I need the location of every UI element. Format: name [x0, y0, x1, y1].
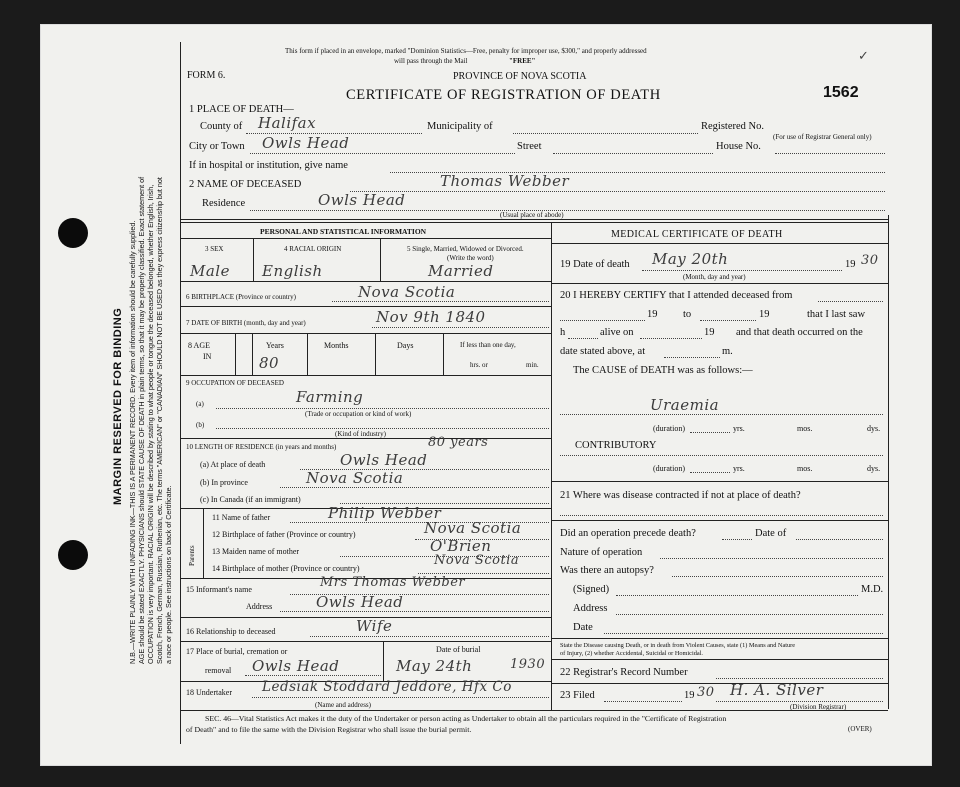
- racial-origin-label: 4 RACIAL ORIGIN: [284, 245, 342, 253]
- removal-label: removal: [205, 666, 232, 675]
- sex-label: 3 SEX: [205, 245, 224, 253]
- rule: [722, 539, 752, 540]
- h-label: h: [560, 327, 566, 338]
- days-header: Days: [397, 341, 414, 350]
- certificate-title: CERTIFICATE OF REGISTRATION OF DEATH: [346, 87, 661, 103]
- relationship-value: Wife: [356, 617, 393, 635]
- street-line: [553, 153, 713, 154]
- yrs-label-1: yrs.: [733, 424, 745, 433]
- city-label: City or Town: [189, 141, 245, 152]
- rule: [560, 515, 883, 516]
- county-label: County of: [200, 121, 243, 132]
- rule: [443, 333, 444, 375]
- rule: [640, 338, 702, 339]
- rule: [180, 281, 551, 282]
- marital-value: Married: [428, 262, 494, 280]
- alive-year-prefix: 19: [704, 327, 715, 338]
- deceased-name-value: Thomas Webber: [440, 172, 570, 190]
- column-divider: [551, 222, 552, 710]
- form-left-border: [180, 42, 181, 744]
- city-line: [250, 153, 515, 154]
- age-years-value: 80: [259, 354, 280, 372]
- street-label: Street: [517, 141, 542, 152]
- postal-notice-2: will pass through the Mail: [394, 57, 468, 65]
- binding-hole-top: [58, 218, 88, 248]
- binding-hole-bottom: [58, 540, 88, 570]
- rule: [551, 659, 888, 660]
- date-of-death-label: 19 Date of death: [560, 259, 630, 270]
- informant-label: 15 Informant's name: [186, 585, 252, 594]
- residence-b-label: (b) In province: [200, 478, 248, 487]
- rule: [375, 333, 376, 375]
- rule: [245, 675, 381, 676]
- rule: [307, 333, 308, 375]
- months-header: Months: [324, 341, 349, 350]
- hospital-label: If in hospital or institution, give name: [189, 160, 348, 171]
- autopsy-label: Was there an autopsy?: [560, 565, 654, 576]
- rule: [660, 558, 883, 559]
- name-line: [350, 191, 885, 192]
- rule: [332, 301, 549, 302]
- duration-label-2: (duration): [653, 464, 685, 473]
- division-registrar-note: (Division Registrar): [790, 703, 847, 711]
- residence-line: [250, 210, 885, 211]
- province-label: PROVINCE OF NOVA SCOTIA: [453, 71, 587, 82]
- contributory-label: CONTRIBUTORY: [575, 440, 657, 451]
- birthplace-value: Nova Scotia: [358, 283, 456, 301]
- medical-heading: MEDICAL CERTIFICATE OF DEATH: [611, 229, 783, 240]
- postal-free: "FREE": [509, 57, 536, 65]
- name-of-deceased-label: 2 NAME OF DECEASED: [189, 179, 302, 190]
- racial-origin-value: English: [262, 262, 323, 280]
- father-name-label: 11 Name of father: [212, 513, 271, 522]
- rule: [560, 455, 883, 456]
- filed-label: 23 Filed: [560, 690, 595, 701]
- dys-label-1: dys.: [867, 424, 881, 433]
- last-saw-label: that I last saw: [807, 309, 866, 320]
- rule: [551, 283, 888, 284]
- occupation-value: Farming: [296, 388, 364, 406]
- min-label: min.: [526, 361, 539, 369]
- house-line: [775, 153, 885, 154]
- margin-note-3: OCCUPATION is very important. RACIAL ORIGIN will be described by stating to what people or tongue the deceased belonged, whether English, Irish,: [146, 184, 155, 664]
- mos-label-2: mos.: [797, 464, 813, 473]
- margin-note-1: N.B.—WRITE PLAINLY WITH UNFADING INK—THIS IS A PERMANENT RECORD. Every item of information should be carefully supplied.: [128, 220, 137, 664]
- rule: [716, 701, 883, 702]
- date-stated-label: date stated above, at: [560, 346, 646, 357]
- burial-place-value: Owls Head: [252, 657, 340, 675]
- section-divider: [180, 219, 888, 223]
- certificate-number: 1562: [823, 84, 859, 101]
- date-of-burial-value: May 24th: [396, 657, 473, 675]
- rule: [551, 520, 888, 521]
- date-of-birth-label: 7 DATE OF BIRTH (month, day and year): [186, 319, 306, 327]
- margin-reserved-label: MARGIN RESERVED FOR BINDING: [112, 307, 124, 505]
- undertaker-label: 18 Undertaker: [186, 688, 232, 697]
- less-than-day-label: If less than one day,: [460, 341, 516, 349]
- yrs-label-2: yrs.: [733, 464, 745, 473]
- rule: [551, 683, 888, 684]
- rule: [616, 595, 858, 596]
- mother-name-value: O'Brien: [430, 537, 492, 555]
- rule: [280, 611, 549, 612]
- to-year-prefix: 19: [759, 309, 770, 320]
- father-name-value: Philip Webber: [328, 504, 442, 522]
- municipality-label: Municipality of: [427, 121, 493, 132]
- rule: [616, 614, 883, 615]
- burial-year-value: 1930: [510, 657, 546, 672]
- record-number-label: 22 Registrar's Record Number: [560, 667, 688, 678]
- county-value: Halifax: [258, 114, 317, 132]
- father-birthplace-value: Nova Scotia: [424, 519, 522, 537]
- rule: [796, 539, 883, 540]
- check-mark-icon: ✓: [858, 48, 869, 63]
- rule: [551, 243, 888, 244]
- alive-on-label: alive on: [600, 327, 634, 338]
- rule: [216, 408, 549, 409]
- death-year-prefix: 19: [845, 259, 856, 270]
- rule: [180, 306, 551, 307]
- postal-notice-1: This form if placed in an envelope, marked "Dominion Statistics—Free, penalty for improper use, $300," and properly addressed: [285, 47, 647, 55]
- rule: [690, 472, 730, 473]
- rule: [551, 481, 888, 482]
- violent-causes-note-1: State the Disease causing Death, or in death from Violent Causes, state (1) Means and Nature: [560, 642, 796, 649]
- rule: [690, 432, 730, 433]
- mother-name-label: 13 Maiden name of mother: [212, 547, 300, 556]
- death-occurred-label: and that death occurred on the: [736, 327, 863, 338]
- division-registrar-value: H. A. Silver: [730, 681, 824, 699]
- rule: [280, 487, 549, 488]
- rule: [180, 438, 551, 439]
- undertaker-value: Ledsiak Stoddard Jeddore, Hfx Co: [262, 679, 512, 695]
- occupation-a-label: (a): [196, 400, 204, 408]
- dys-label-2: dys.: [867, 464, 881, 473]
- rule: [418, 573, 549, 574]
- signed-label: (Signed): [573, 584, 610, 595]
- contracted-label: 21 Where was disease contracted if not at place of death?: [560, 490, 801, 501]
- marital-note: (Write the word): [447, 254, 494, 262]
- occupation-b-label: (b): [196, 421, 205, 429]
- physician-address-label: Address: [573, 603, 608, 614]
- rule: [252, 697, 549, 698]
- birthplace-label: 6 BIRTHPLACE (Province or country): [186, 293, 297, 301]
- mother-birthplace-label: 14 Birthplace of mother (Province or country): [212, 564, 360, 573]
- rule: [252, 333, 253, 375]
- rule: [716, 678, 883, 679]
- form-number: FORM 6.: [187, 70, 226, 81]
- residence-a-label: (a) At place of death: [200, 460, 266, 469]
- residence-value: Owls Head: [318, 191, 406, 209]
- form-right-border: [888, 215, 889, 709]
- personal-heading: PERSONAL AND STATISTICAL INFORMATION: [260, 227, 427, 236]
- rule: [180, 641, 551, 642]
- years-header: Years: [266, 341, 284, 350]
- margin-note-4: Scotch, French, German, Russian, Ruthenian, etc. The terms "AMERICAN" or "CANADIAN" SHOULD NOT BE USED as they express citizenship but not: [155, 177, 164, 664]
- rule: [235, 333, 236, 375]
- registered-label: Registered No.: [701, 121, 764, 132]
- filed-year-prefix: 19: [684, 690, 695, 701]
- rule: [380, 238, 381, 281]
- rule: [180, 710, 888, 711]
- rule: [560, 320, 645, 321]
- rule: [700, 320, 756, 321]
- house-label: House No.: [716, 141, 761, 152]
- rule: [180, 238, 551, 239]
- residence-b-value: Nova Scotia: [306, 469, 404, 487]
- place-of-death-heading: 1 PLACE OF DEATH—: [189, 104, 294, 115]
- rule: [180, 375, 551, 376]
- sex-value: Male: [190, 262, 230, 280]
- physician-date-label: Date: [573, 622, 593, 633]
- industry-note: (Kind of industry): [335, 430, 386, 438]
- rule: [604, 633, 883, 634]
- age-in-label: IN: [203, 352, 212, 361]
- rule: [642, 270, 842, 271]
- marital-label: 5 Single, Married, Widowed or Divorced.: [407, 245, 524, 253]
- date-of-operation-label: Date of: [755, 528, 787, 539]
- rule: [253, 238, 254, 281]
- rule: [604, 701, 682, 702]
- m-label: m.: [722, 346, 733, 357]
- age-label: 8 AGE: [188, 341, 210, 350]
- city-value: Owls Head: [262, 134, 350, 152]
- operation-label: Did an operation precede death?: [560, 528, 696, 539]
- rule: [672, 576, 883, 577]
- cause-label: The CAUSE of DEATH was as follows:—: [573, 365, 753, 376]
- rule: [203, 508, 204, 578]
- rule: [372, 327, 549, 328]
- rule: [568, 338, 598, 339]
- filed-year-value: 30: [697, 685, 715, 700]
- nature-operation-label: Nature of operation: [560, 547, 643, 558]
- rule: [560, 414, 883, 415]
- municipality-line: [513, 133, 698, 134]
- occupation-label: 9 OCCUPATION OF DECEASED: [186, 379, 284, 387]
- date-of-death-note: (Month, day and year): [683, 273, 746, 281]
- relationship-label: 16 Relationship to deceased: [186, 627, 276, 636]
- date-of-birth-value: Nov 9th 1840: [376, 308, 486, 326]
- duration-label-1: (duration): [653, 424, 685, 433]
- footer-sec-46-line-1: SEC. 46—Vital Statistics Act makes it the duty of the Undertaker or person acting as Undertaker to obtain all the particulars required in the "Certificate of Registration: [205, 714, 727, 723]
- undertaker-note: (Name and address): [315, 701, 371, 709]
- residence-length-value: 80 years: [428, 435, 489, 450]
- margin-note-2: AGE should be stated EXACTLY. PHYSICIANS should STATE CAUSE OF DEATH in plain terms, so that it may be properly classified. Exact statement of: [137, 176, 146, 664]
- registered-note: (For use of Registrar General only): [773, 133, 872, 141]
- rule: [216, 428, 549, 429]
- date-of-death-value: May 20th: [652, 250, 729, 268]
- informant-address-value: Owls Head: [316, 593, 404, 611]
- md-label: M.D.: [861, 584, 884, 595]
- burial-label: 17 Place of burial, cremation or: [186, 647, 288, 656]
- rule: [664, 357, 720, 358]
- residence-c-label: (c) In Canada (if an immigrant): [200, 495, 301, 504]
- certify-label: 20 I HEREBY CERTIFY that I attended deceased from: [560, 290, 793, 301]
- footer-sec-46-line-2: of Death" and to file the same with the Division Registrar who shall issue the burial permit.: [186, 725, 472, 734]
- from-year-prefix: 19: [647, 309, 658, 320]
- rule: [818, 301, 883, 302]
- informant-address-label: Address: [246, 602, 273, 611]
- date-of-burial-label: Date of burial: [436, 645, 481, 654]
- occupation-note: (Trade or occupation or kind of work): [305, 410, 412, 418]
- parents-label: Parents: [188, 545, 196, 566]
- mos-label-1: mos.: [797, 424, 813, 433]
- margin-note-5: a race or people. See instructions on back of Certificate.: [164, 485, 173, 664]
- mother-birthplace-value: Nova Scotia: [434, 553, 520, 568]
- rule: [551, 638, 888, 639]
- over-label: (OVER): [848, 725, 872, 733]
- residence-length-label: 10 LENGTH OF RESIDENCE (in years and months): [186, 443, 337, 451]
- residence-a-value: Owls Head: [340, 451, 428, 469]
- hrs-label: hrs. or: [470, 361, 488, 369]
- to-label: to: [683, 309, 692, 320]
- violent-causes-note-2: of Injury, (2) whether Accidental, Suicidal or Homicidal.: [560, 650, 703, 657]
- death-year-value: 30: [861, 253, 879, 268]
- residence-note: (Usual place of abode): [500, 211, 564, 219]
- father-birthplace-label: 12 Birthplace of father (Province or country): [212, 530, 356, 539]
- informant-value: Mrs Thomas Webber: [320, 575, 466, 590]
- rule: [383, 641, 384, 681]
- cause-value: Uraemia: [650, 396, 720, 414]
- rule: [310, 636, 549, 637]
- residence-label: Residence: [202, 198, 246, 209]
